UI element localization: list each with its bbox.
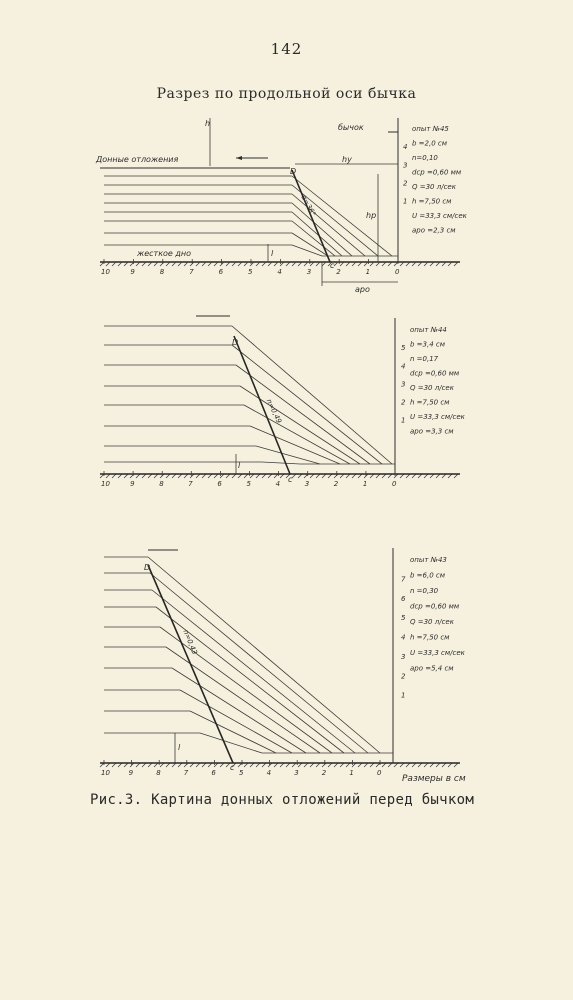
layer-slope [236,365,370,464]
legend-entry: apo =3,3 см [410,427,454,436]
fig3-tick: 10 [101,769,110,777]
fig2-tick: 5 [246,480,251,488]
fig1-c-label: c [330,261,335,270]
legend-number: 5 [401,614,406,623]
fig1-tick: 10 [101,268,110,276]
legend-entry: b =6,0 см [410,571,446,580]
layer-slope [292,221,335,256]
fig1-h-label: h [205,119,211,128]
legend-entry: n=0,10 [412,154,438,162]
legend-number: 4 [401,633,406,642]
fig2-tick: 6 [217,480,222,488]
legend-number: 3 [401,380,406,389]
fig3-tick: 2 [321,769,327,777]
legend-number: 4 [401,362,406,371]
fig1-tick: 8 [159,268,165,276]
legend-number: 2 [401,398,406,407]
layer-slope [156,607,344,753]
fig2-c-label: c [288,475,293,484]
legend-entry: U =33,3 см/сек [410,413,465,421]
fig2-tick: 10 [101,480,110,488]
fig3-tick: 0 [377,769,382,777]
fig3-angle-label: n=0,43 [181,628,199,656]
legend-entry: опыт №43 [410,556,447,564]
fig2-sediment-layers [104,326,395,474]
fig3-tick: 4 [266,769,272,777]
layer-slope [256,446,320,464]
legend-number: 1 [403,197,408,206]
figure-2 [100,316,466,488]
fig1-sediment-label: Донные отложения [96,155,179,164]
layer-slope [150,573,368,753]
legend-entry: опыт №44 [410,326,447,334]
legend-number: 1 [401,691,406,700]
legend-number: 3 [401,652,406,661]
legend-entry: опыт №45 [412,125,449,133]
fig2-tick: 0 [392,480,397,488]
fig3-c-label: c [230,763,235,772]
fig1-tick: 4 [277,268,282,276]
legend-entry: Q =30 л/сек [410,618,454,626]
fig1-tick: 0 [395,268,400,276]
legend-number: 7 [401,575,406,584]
legend-number: 2 [403,179,408,188]
layer-slope [190,711,276,753]
legend-entry: b =3,4 см [410,340,446,349]
legend-entry: Q =30 л/сек [412,183,456,191]
fig3-sediment-layers [104,557,393,763]
legend-number: 6 [401,594,406,603]
fig1-D-label: D [290,167,297,176]
fig1-hy-label: hy [342,155,352,164]
fig1-tick: 9 [130,268,135,276]
layer-slope [262,462,300,464]
layer-slope [292,245,322,256]
fig1-tick: 6 [218,268,224,276]
layer-slope [172,668,306,753]
legend-number: 2 [401,672,406,681]
fig2-tick: 1 [362,480,368,488]
layer-slope [160,627,332,753]
legend-entry: h =7,50 см [412,197,452,206]
fig3-tick: 6 [211,769,216,777]
fig3-tick: 9 [128,769,134,777]
legend-entry: apo =5,4 см [410,664,454,673]
fig1-angle-label: α=36° [299,193,318,218]
legend-entry: n =0,17 [410,355,439,363]
fig2-tick: 7 [188,480,193,488]
layer-slope [152,590,355,753]
fig2-legend [401,326,466,436]
fig2-tick: 4 [275,480,281,488]
fig2-tick: 8 [159,480,164,488]
units-label: Размеры в см [402,774,466,784]
fig2-l-label: l [238,461,241,470]
legend-number: 1 [401,416,406,425]
legend-entry: dcp =0,60 мм [410,369,460,378]
fig3-D-label: D [144,563,151,572]
legend-entry: h =7,50 см [410,633,450,642]
fig3-tick: 3 [294,769,299,777]
figure-caption: Рис.3. Картина донных отложений перед бычком [90,792,475,808]
fig3-tick: 7 [183,769,189,777]
layer-slope [200,733,262,753]
fig1-legend [403,125,468,235]
legend-entry: apo =2,3 см [412,226,456,235]
fig2-tick: 2 [333,480,339,488]
layer-slope [148,557,380,753]
legend-entry: U =33,3 см/сек [410,649,465,657]
legend-entry: dcp =0,60 мм [412,168,462,177]
fig1-l-label: l [271,249,274,258]
legend-number: 5 [401,344,406,353]
fig2-angle-label: n=0,49 [264,397,283,425]
fig3-l-label: l [178,743,181,752]
fig1-tick: 2 [336,268,341,276]
page-number: 142 [270,40,303,58]
legend-number: 3 [403,161,408,170]
legend-entry: n =0,30 [410,587,439,595]
figure-title: Разрез по продольной оси бычка [156,86,417,102]
fig1-pier-label: бычок [338,123,364,132]
fig1-apo-label: apo [355,285,370,294]
legend-entry: U =33,3 см/сек [412,212,467,220]
fig3-legend [401,556,466,700]
fig3-tick: 1 [349,769,354,777]
fig1-tick: 1 [365,268,371,276]
legend-entry: b =2,0 см [412,139,448,148]
figure-3 [100,548,466,784]
fig2-tick: 3 [304,480,310,488]
layer-slope [240,386,360,464]
fig3-tick: 5 [239,769,244,777]
fig1-tick: 7 [189,268,194,276]
fig2-D-label: D [232,338,239,347]
fig1-hp-label: hp [366,211,377,220]
fig2-tick: 9 [130,480,135,488]
fig3-tick: 8 [156,769,161,777]
fig1-tick: 3 [306,268,312,276]
legend-entry: Q =30 л/сек [410,384,454,392]
legend-number: 4 [403,143,408,152]
legend-entry: h =7,50 см [410,398,450,407]
fig1-tick: 5 [248,268,253,276]
fig1-hard-bottom-label: жесткое дно [137,249,192,258]
legend-entry: dcp =0,60 мм [410,602,460,611]
